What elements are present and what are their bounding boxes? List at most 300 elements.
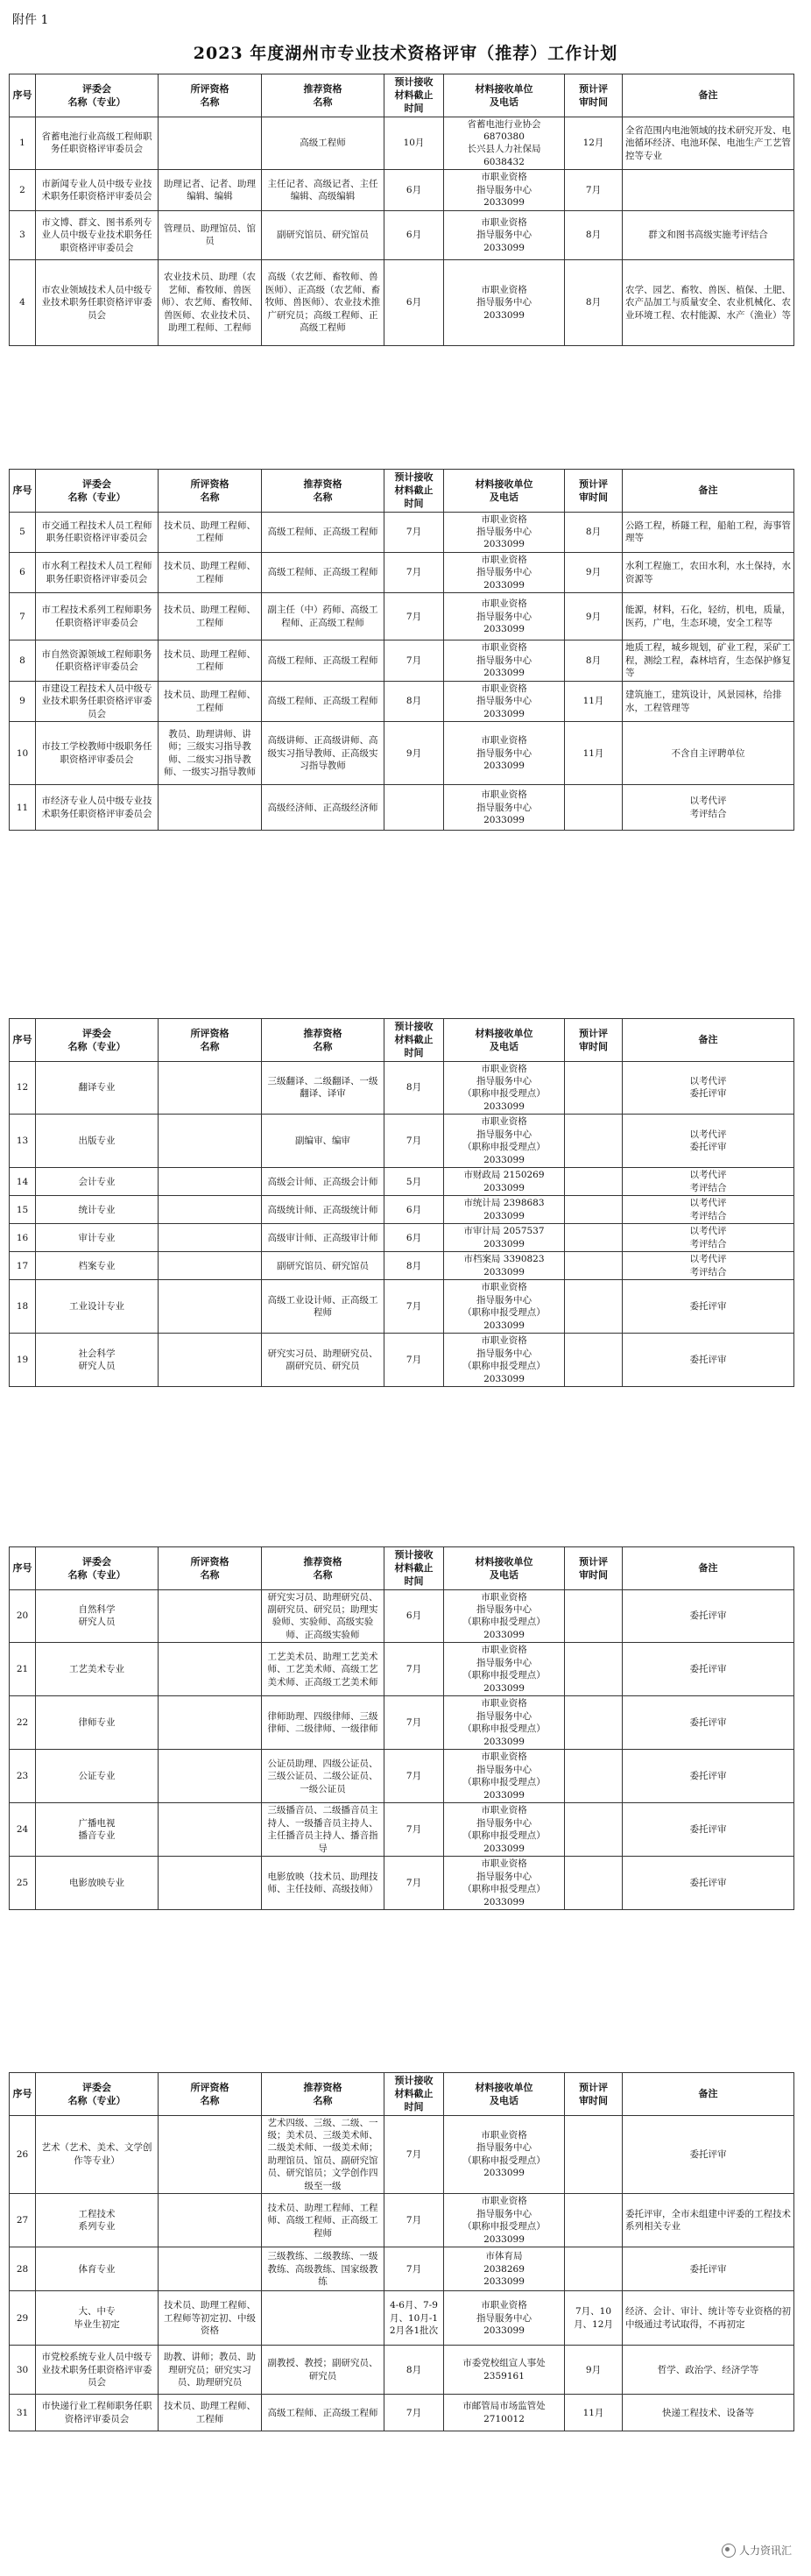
column-header: 预计评 审时间 bbox=[565, 1547, 623, 1590]
column-header: 所评资格 名称 bbox=[159, 470, 262, 513]
column-header: 所评资格 名称 bbox=[159, 2073, 262, 2116]
table-row bbox=[10, 2115, 794, 2194]
table-cell: 律师助理、四级律师、三级律师、二级律师、一级律师 bbox=[262, 1696, 384, 1750]
table-cell: 7月 bbox=[384, 1280, 444, 1334]
table-cell: 市工程技术系列工程师职务任职资格评审委员会 bbox=[36, 593, 159, 640]
table-cell: 农学、园艺、畜牧、兽医、植保、土肥、农产品加工与质量安全、农业机械化、农业环境工程、农村能源、水产（渔业）等 bbox=[623, 259, 794, 345]
table-cell: 市农业领域技术人员中级专业技术职务任职资格评审委员会 bbox=[36, 259, 159, 345]
table-cell: 25 bbox=[10, 1857, 36, 1910]
column-header: 预计评 审时间 bbox=[565, 74, 623, 117]
page-title: 2023 年度湖州市专业技术资格评审（推荐）工作计划 bbox=[193, 44, 618, 63]
table-cell: 高级经济师、正高级经济师 bbox=[262, 785, 384, 831]
table-cell bbox=[565, 1589, 623, 1643]
table-cell: 研究实习员、助理研究员、副研究员、研究员 bbox=[262, 1334, 384, 1387]
table-cell: 委托评审 bbox=[623, 1280, 794, 1334]
table-cell: 高级工业设计师、正高级工程师 bbox=[262, 1280, 384, 1334]
table-cell: 三级教练、二级教练、一级教练、高级教练、国家级教练 bbox=[262, 2247, 384, 2291]
table-cell: 电影放映专业 bbox=[36, 1857, 159, 1910]
table-cell: 哲学、政治学、经济学等 bbox=[623, 2346, 794, 2395]
table-cell: 市经济专业人员中级专业技术职务任职资格评审委员会 bbox=[36, 785, 159, 831]
table-cell: 7月 bbox=[384, 640, 444, 681]
table-cell: 4-6月、7-9月、10月-12月各1批次 bbox=[384, 2291, 444, 2346]
table-cell bbox=[159, 1750, 262, 1803]
table-cell: 高级会计师、正高级会计师 bbox=[262, 1168, 384, 1196]
column-header: 预计评 审时间 bbox=[565, 2073, 623, 2116]
table-cell bbox=[565, 1252, 623, 1280]
table-cell: 8月 bbox=[565, 210, 623, 259]
plan-table-segment bbox=[9, 469, 794, 831]
table-cell: 19 bbox=[10, 1334, 36, 1387]
table-cell: 体育专业 bbox=[36, 2247, 159, 2291]
table-cell: 市自然资源领域工程师职务任职资格评审委员会 bbox=[36, 640, 159, 681]
column-header: 推荐资格 名称 bbox=[262, 2073, 384, 2116]
table-cell: 经济、会计、审计、统计等专业资格的初中级通过考试取得，不再初定 bbox=[623, 2291, 794, 2346]
table-cell bbox=[565, 1857, 623, 1910]
table-cell bbox=[565, 2194, 623, 2247]
table-cell: 16 bbox=[10, 1224, 36, 1252]
table-cell: 9月 bbox=[565, 593, 623, 640]
table-cell: 市职业资格 指导服务中心 2033099 bbox=[444, 2291, 565, 2346]
table-cell: 13 bbox=[10, 1115, 36, 1168]
table-cell: 市委党校组宣人事处 2359161 bbox=[444, 2346, 565, 2395]
table-cell: 5月 bbox=[384, 1168, 444, 1196]
table-cell: 高级（农艺师、畜牧师、兽医师）、正高级（农艺师、畜牧师、兽医师）、农业技术推广研究员；高级工程师、正高级工程师 bbox=[262, 259, 384, 345]
column-header: 预计接收 材料截止 时间 bbox=[384, 1547, 444, 1590]
table-cell: 助教、讲师；教员、助理研究员；研究实习员、助理研究员 bbox=[159, 2346, 262, 2395]
table-cell: 艺术（艺术、美术、文学创作等专业） bbox=[36, 2115, 159, 2194]
table-cell: 翻译专业 bbox=[36, 1061, 159, 1115]
wechat-icon bbox=[722, 2544, 736, 2558]
table-cell: 7月 bbox=[384, 1643, 444, 1696]
table-header-row bbox=[10, 74, 794, 117]
table-cell: 市职业资格 指导服务中心 2033099 bbox=[444, 640, 565, 681]
table-cell: 以考代评 考评结合 bbox=[623, 1252, 794, 1280]
table-row bbox=[10, 2194, 794, 2247]
table-cell: 市职业资格 指导服务中心 （职称申报受理点） 2033099 bbox=[444, 1589, 565, 1643]
table-row bbox=[10, 259, 794, 345]
column-header: 评委会 名称（专业） bbox=[36, 1019, 159, 1062]
table-cell: 三级播音员、二级播音员主持人、一级播音员主持人、主任播音员主持人、播音指导 bbox=[262, 1803, 384, 1857]
table-cell bbox=[565, 2115, 623, 2194]
table-cell: 8月 bbox=[384, 681, 444, 721]
table-cell: 市职业资格 指导服务中心 2033099 bbox=[444, 552, 565, 592]
column-header: 备注 bbox=[623, 2073, 794, 2116]
table-cell: 高级工程师、正高级工程师 bbox=[262, 2395, 384, 2431]
column-header: 备注 bbox=[623, 470, 794, 513]
annex-label: 附件 1 bbox=[12, 13, 49, 27]
watermark-text: 人力资讯汇 bbox=[738, 2544, 792, 2557]
table-row bbox=[10, 722, 794, 785]
table-cell: 12 bbox=[10, 1061, 36, 1115]
table-cell: 市技工学校教师中级职务任职资格评审委员会 bbox=[36, 722, 159, 785]
column-header: 所评资格 名称 bbox=[159, 74, 262, 117]
table-cell: 7月 bbox=[384, 2395, 444, 2431]
table-cell: 副教授、教授；副研究员、研究员 bbox=[262, 2346, 384, 2395]
column-header: 所评资格 名称 bbox=[159, 1547, 262, 1590]
column-header: 材料接收单位 及电话 bbox=[444, 1547, 565, 1590]
table-cell: 9月 bbox=[565, 552, 623, 592]
table-cell: 教员、助理讲师、讲师；三级实习指导教师、二级实习指导教师、一级实习指导教师 bbox=[159, 722, 262, 785]
table-cell: 三级翻译、二级翻译、一级翻译、译审 bbox=[262, 1061, 384, 1115]
table-cell: 公证员助理、四级公证员、三级公证员、二级公证员、一级公证员 bbox=[262, 1750, 384, 1803]
table-cell: 不含自主评聘单位 bbox=[623, 722, 794, 785]
table-cell: 出版专业 bbox=[36, 1115, 159, 1168]
table-cell: 7 bbox=[10, 593, 36, 640]
column-header: 材料接收单位 及电话 bbox=[444, 1019, 565, 1062]
table-cell: 研究实习员、助理研究员、副研究员、研究员；助理实验师、实验师、高级实验师、正高级实验师 bbox=[262, 1589, 384, 1643]
table-cell: 以考代评 委托评审 bbox=[623, 1115, 794, 1168]
table-cell: 自然科学 研究人员 bbox=[36, 1589, 159, 1643]
table-cell bbox=[159, 1280, 262, 1334]
table-row bbox=[10, 681, 794, 721]
table-cell: 6月 bbox=[384, 1224, 444, 1252]
table-cell: 高级统计师、正高级统计师 bbox=[262, 1196, 384, 1224]
table-cell: 委托评审 bbox=[623, 1589, 794, 1643]
table-cell bbox=[565, 1643, 623, 1696]
table-cell: 市体育局 2038269 2033099 bbox=[444, 2247, 565, 2291]
table-cell: 7月 bbox=[384, 593, 444, 640]
column-header: 序号 bbox=[10, 470, 36, 513]
table-cell: 6月 bbox=[384, 259, 444, 345]
table-cell: 技术员、助理工程师、工程师 bbox=[159, 552, 262, 592]
watermark bbox=[722, 2543, 792, 2558]
table-cell: 技术员、助理工程师、工程师等初定初、中级资格 bbox=[159, 2291, 262, 2346]
table-cell bbox=[159, 2115, 262, 2194]
table-row bbox=[10, 170, 794, 210]
table-cell: 市邮管局市场监管处 2710012 bbox=[444, 2395, 565, 2431]
table-cell bbox=[565, 1061, 623, 1115]
table-cell: 公路工程，桥隧工程，船舶工程，海事管理等 bbox=[623, 512, 794, 552]
table-cell: 市交通工程技术人员工程师职务任职资格评审委员会 bbox=[36, 512, 159, 552]
column-header: 序号 bbox=[10, 2073, 36, 2116]
table-row bbox=[10, 1696, 794, 1750]
table-cell: 7月 bbox=[384, 1857, 444, 1910]
table-cell: 律师专业 bbox=[36, 1696, 159, 1750]
table-cell: 市职业资格 指导服务中心 2033099 bbox=[444, 593, 565, 640]
table-cell: 副研究馆员、研究馆员 bbox=[262, 1252, 384, 1280]
table-row bbox=[10, 1252, 794, 1280]
table-cell: 8月 bbox=[384, 1061, 444, 1115]
table-cell: 委托评审 bbox=[623, 2115, 794, 2194]
table-cell: 电影放映（技术员、助理技师、主任技师、高级技师） bbox=[262, 1857, 384, 1910]
table-cell bbox=[159, 1196, 262, 1224]
table-cell: 群文和图书高级实施考评结合 bbox=[623, 210, 794, 259]
table-cell bbox=[159, 1696, 262, 1750]
table-cell: 7月 bbox=[384, 1115, 444, 1168]
column-header: 预计评 审时间 bbox=[565, 470, 623, 513]
table-cell: 26 bbox=[10, 2115, 36, 2194]
table-cell: 市职业资格 指导服务中心 （职称申报受理点） 2033099 bbox=[444, 1061, 565, 1115]
table-cell: 市审计局 2057537 2033099 bbox=[444, 1224, 565, 1252]
table-header-row bbox=[10, 2073, 794, 2116]
table-cell bbox=[159, 785, 262, 831]
table-cell bbox=[159, 117, 262, 170]
table-row bbox=[10, 2291, 794, 2346]
table-cell: 助理记者、记者、助理编辑、编辑 bbox=[159, 170, 262, 210]
table-cell: 7月 bbox=[384, 1334, 444, 1387]
table-row bbox=[10, 1280, 794, 1334]
table-cell bbox=[565, 1803, 623, 1857]
table-row bbox=[10, 1750, 794, 1803]
table-cell: 高级讲师、正高级讲师、高级实习指导教师、正高级实习指导教师 bbox=[262, 722, 384, 785]
table-cell: 以考代评 考评结合 bbox=[623, 1196, 794, 1224]
table-cell: 市职业资格 指导服务中心 2033099 bbox=[444, 259, 565, 345]
table-cell: 8月 bbox=[384, 1252, 444, 1280]
table-cell: 市职业资格 指导服务中心 （职称申报受理点） 2033099 bbox=[444, 1803, 565, 1857]
table-cell: 副编审、编审 bbox=[262, 1115, 384, 1168]
table-cell: 市职业资格 指导服务中心 （职称申报受理点） 2033099 bbox=[444, 1750, 565, 1803]
table-cell: 能源，材料，石化，轻纺，机电，质量，医药，广电，生态环境，安全工程等 bbox=[623, 593, 794, 640]
table-cell bbox=[623, 170, 794, 210]
table-cell bbox=[262, 2291, 384, 2346]
table-cell: 委托评审 bbox=[623, 2247, 794, 2291]
table-cell: 29 bbox=[10, 2291, 36, 2346]
table-cell: 以考代评 考评结合 bbox=[623, 1224, 794, 1252]
table-cell: 市职业资格 指导服务中心 2033099 bbox=[444, 512, 565, 552]
table-cell bbox=[565, 1750, 623, 1803]
table-cell: 市财政局 2150269 2033099 bbox=[444, 1168, 565, 1196]
table-cell bbox=[565, 1115, 623, 1168]
table-cell: 市职业资格 指导服务中心 2033099 bbox=[444, 210, 565, 259]
table-cell: 市档案局 3390823 2033099 bbox=[444, 1252, 565, 1280]
table-cell bbox=[159, 1252, 262, 1280]
table-cell: 统计专业 bbox=[36, 1196, 159, 1224]
table-cell: 快递工程技术、设备等 bbox=[623, 2395, 794, 2431]
table-cell: 10 bbox=[10, 722, 36, 785]
table-cell: 会计专业 bbox=[36, 1168, 159, 1196]
table-cell: 委托评审 bbox=[623, 1696, 794, 1750]
table-cell: 技术员、助理工程师、工程师 bbox=[159, 2395, 262, 2431]
table-cell: 高级工程师、正高级工程师 bbox=[262, 640, 384, 681]
table-cell: 地质工程，城乡规划，矿业工程，采矿工程，测绘工程，森林培育，生态保护修复等 bbox=[623, 640, 794, 681]
table-header-row bbox=[10, 1019, 794, 1062]
table-cell bbox=[565, 1334, 623, 1387]
table-cell: 委托评审 bbox=[623, 1643, 794, 1696]
table-cell: 8月 bbox=[565, 512, 623, 552]
table-cell bbox=[159, 2194, 262, 2247]
table-cell: 技术员、助理工程师、工程师 bbox=[159, 593, 262, 640]
table-cell: 22 bbox=[10, 1696, 36, 1750]
table-row bbox=[10, 1224, 794, 1252]
table-cell: 7月 bbox=[384, 2115, 444, 2194]
table-cell: 1 bbox=[10, 117, 36, 170]
table-cell: 6月 bbox=[384, 1589, 444, 1643]
table-row bbox=[10, 2247, 794, 2291]
table-cell: 工程技术 系列专业 bbox=[36, 2194, 159, 2247]
table-row bbox=[10, 2395, 794, 2431]
table-cell: 23 bbox=[10, 1750, 36, 1803]
table-cell: 公证专业 bbox=[36, 1750, 159, 1803]
table-cell bbox=[565, 785, 623, 831]
table-cell: 副主任（中）药师、高级工程师、正高级工程师 bbox=[262, 593, 384, 640]
column-header: 材料接收单位 及电话 bbox=[444, 74, 565, 117]
table-cell: 市职业资格 指导服务中心 （职称申报受理点） 2033099 bbox=[444, 1334, 565, 1387]
table-cell bbox=[159, 1061, 262, 1115]
table-cell: 2 bbox=[10, 170, 36, 210]
table-cell: 艺术四级、三级、二级、一级；美术员、三级美术师、二级美术师、一级美术师；助理馆员、馆员、副研究馆员、研究馆员；文学创作四级至一级 bbox=[262, 2115, 384, 2194]
plan-table-segment bbox=[9, 1018, 794, 1387]
column-header: 评委会 名称（专业） bbox=[36, 2073, 159, 2116]
column-header: 所评资格 名称 bbox=[159, 1019, 262, 1062]
column-header: 预计接收 材料截止 时间 bbox=[384, 74, 444, 117]
table-cell: 委托评审 bbox=[623, 1750, 794, 1803]
table-cell: 工艺美术员、助理工艺美术师、工艺美术师、高级工艺美术师、正高级工艺美术师 bbox=[262, 1643, 384, 1696]
column-header: 推荐资格 名称 bbox=[262, 1019, 384, 1062]
table-cell: 农业技术员、助理（农艺师、畜牧师、兽医师）、农艺师、畜牧师、兽医师、农业技术员、助理工程师、工程师 bbox=[159, 259, 262, 345]
table-cell: 全省范围内电池领域的技术研究开发、电池循环经济、电池环保、电池生产工艺管控等专业 bbox=[623, 117, 794, 170]
table-row bbox=[10, 1168, 794, 1196]
column-header: 序号 bbox=[10, 74, 36, 117]
column-header: 评委会 名称（专业） bbox=[36, 1547, 159, 1590]
table-row bbox=[10, 552, 794, 592]
column-header: 备注 bbox=[623, 1547, 794, 1590]
table-cell bbox=[159, 1334, 262, 1387]
table-cell: 以考代评 考评结合 bbox=[623, 1168, 794, 1196]
table-cell: 市快递行业工程师职务任职资格评审委员会 bbox=[36, 2395, 159, 2431]
table-cell: 11 bbox=[10, 785, 36, 831]
table-cell bbox=[565, 1168, 623, 1196]
table-cell: 7月 bbox=[384, 1750, 444, 1803]
table-cell: 6月 bbox=[384, 170, 444, 210]
table-cell: 以考代评 委托评审 bbox=[623, 1061, 794, 1115]
table-cell: 7月 bbox=[384, 2247, 444, 2291]
table-cell bbox=[565, 1696, 623, 1750]
plan-table-segment bbox=[9, 1546, 794, 1910]
table-cell: 广播电视 播音专业 bbox=[36, 1803, 159, 1857]
table-cell: 12月 bbox=[565, 117, 623, 170]
table-cell: 7月 bbox=[384, 512, 444, 552]
column-header: 序号 bbox=[10, 1547, 36, 1590]
table-cell bbox=[159, 1589, 262, 1643]
table-cell: 8 bbox=[10, 640, 36, 681]
table-cell: 副研究馆员、研究馆员 bbox=[262, 210, 384, 259]
table-cell: 11月 bbox=[565, 722, 623, 785]
table-header-row bbox=[10, 1547, 794, 1590]
table-cell: 省蓄电池行业高级工程师职务任职资格评审委员会 bbox=[36, 117, 159, 170]
table-cell: 7月 bbox=[384, 552, 444, 592]
table-cell: 6月 bbox=[384, 1196, 444, 1224]
table-cell: 市职业资格 指导服务中心 （职称申报受理点） 2033099 bbox=[444, 1696, 565, 1750]
column-header: 备注 bbox=[623, 1019, 794, 1062]
column-header: 预计评 审时间 bbox=[565, 1019, 623, 1062]
table-cell bbox=[565, 1280, 623, 1334]
table-cell: 市职业资格 指导服务中心 2033099 bbox=[444, 785, 565, 831]
table-cell: 工业设计专业 bbox=[36, 1280, 159, 1334]
plan-table-segment bbox=[9, 74, 794, 346]
table-cell: 社会科学 研究人员 bbox=[36, 1334, 159, 1387]
table-cell: 技术员、助理工程师、工程师 bbox=[159, 640, 262, 681]
table-cell: 高级审计师、正高级审计师 bbox=[262, 1224, 384, 1252]
column-header: 评委会 名称（专业） bbox=[36, 470, 159, 513]
table-cell: 委托评审 bbox=[623, 1803, 794, 1857]
table-cell: 7月 bbox=[565, 170, 623, 210]
table-cell: 17 bbox=[10, 1252, 36, 1280]
table-cell: 技术员、助理工程师、工程师、高级工程师、正高级工程师 bbox=[262, 2194, 384, 2247]
table-cell: 市职业资格 指导服务中心 （职称申报受理点） 2033099 bbox=[444, 2194, 565, 2247]
table-cell: 3 bbox=[10, 210, 36, 259]
table-cell: 5 bbox=[10, 512, 36, 552]
table-cell: 市职业资格 指导服务中心 2033099 bbox=[444, 170, 565, 210]
table-cell: 7月 bbox=[384, 1696, 444, 1750]
table-cell: 主任记者、高级记者、主任编辑、高级编辑 bbox=[262, 170, 384, 210]
table-cell: 9 bbox=[10, 681, 36, 721]
table-cell: 9月 bbox=[384, 722, 444, 785]
column-header: 材料接收单位 及电话 bbox=[444, 2073, 565, 2116]
table-row bbox=[10, 1196, 794, 1224]
table-cell: 高级工程师 bbox=[262, 117, 384, 170]
table-cell: 15 bbox=[10, 1196, 36, 1224]
table-row bbox=[10, 1803, 794, 1857]
table-cell bbox=[159, 1643, 262, 1696]
table-row bbox=[10, 640, 794, 681]
table-cell: 20 bbox=[10, 1589, 36, 1643]
table-cell: 市职业资格 指导服务中心 （职称申报受理点） 2033099 bbox=[444, 1857, 565, 1910]
table-cell: 省蓄电池行业协会 6870380 长兴县人力社保局 6038432 bbox=[444, 117, 565, 170]
column-header: 材料接收单位 及电话 bbox=[444, 470, 565, 513]
table-cell: 市统计局 2398683 2033099 bbox=[444, 1196, 565, 1224]
table-row bbox=[10, 1643, 794, 1696]
table-cell bbox=[565, 2247, 623, 2291]
table-cell: 市党校系统专业人员中级专业技术职务任职资格评审委员会 bbox=[36, 2346, 159, 2395]
table-cell: 11月 bbox=[565, 2395, 623, 2431]
table-row bbox=[10, 1334, 794, 1387]
table-cell: 水利工程施工，农田水利，水土保持，水资源等 bbox=[623, 552, 794, 592]
table-cell bbox=[159, 1857, 262, 1910]
table-cell: 6月 bbox=[384, 210, 444, 259]
table-cell: 技术员、助理工程师、工程师 bbox=[159, 681, 262, 721]
table-cell: 8月 bbox=[565, 259, 623, 345]
table-cell: 审计专业 bbox=[36, 1224, 159, 1252]
table-cell: 11月 bbox=[565, 681, 623, 721]
table-cell: 7月 bbox=[384, 1803, 444, 1857]
table-cell: 委托评审 bbox=[623, 1334, 794, 1387]
table-cell: 以考代评 考评结合 bbox=[623, 785, 794, 831]
table-cell: 大、中专 毕业生初定 bbox=[36, 2291, 159, 2346]
column-header: 预计接收 材料截止 时间 bbox=[384, 1019, 444, 1062]
table-cell: 27 bbox=[10, 2194, 36, 2247]
table-cell bbox=[159, 1803, 262, 1857]
table-cell: 市职业资格 指导服务中心 （职称申报受理点） 2033099 bbox=[444, 1643, 565, 1696]
table-cell: 8月 bbox=[565, 640, 623, 681]
table-cell: 委托评审 bbox=[623, 1857, 794, 1910]
table-cell: 管理员、助理馆员、馆员 bbox=[159, 210, 262, 259]
table-cell bbox=[159, 1224, 262, 1252]
table-cell: 8月 bbox=[384, 2346, 444, 2395]
table-cell: 24 bbox=[10, 1803, 36, 1857]
table-row bbox=[10, 1061, 794, 1115]
table-cell: 市建设工程技术人员中级专业技术职务任职资格评审委员会 bbox=[36, 681, 159, 721]
table-cell: 档案专业 bbox=[36, 1252, 159, 1280]
table-row bbox=[10, 1115, 794, 1168]
table-row bbox=[10, 785, 794, 831]
table-cell: 高级工程师、正高级工程师 bbox=[262, 552, 384, 592]
table-row bbox=[10, 512, 794, 552]
table-cell: 市职业资格 指导服务中心 2033099 bbox=[444, 681, 565, 721]
table-cell bbox=[159, 1115, 262, 1168]
column-header: 推荐资格 名称 bbox=[262, 74, 384, 117]
table-cell: 市职业资格 指导服务中心 2033099 bbox=[444, 722, 565, 785]
table-cell: 7月、10月、12月 bbox=[565, 2291, 623, 2346]
plan-table-segment bbox=[9, 2072, 794, 2431]
table-cell: 30 bbox=[10, 2346, 36, 2395]
table-cell: 14 bbox=[10, 1168, 36, 1196]
table-cell: 委托评审，全市未组建中评委的工程技术系列相关专业 bbox=[623, 2194, 794, 2247]
table-row bbox=[10, 593, 794, 640]
column-header: 序号 bbox=[10, 1019, 36, 1062]
column-header: 评委会 名称（专业） bbox=[36, 74, 159, 117]
table-row bbox=[10, 117, 794, 170]
table-cell: 市职业资格 指导服务中心 （职称申报受理点） 2033099 bbox=[444, 1115, 565, 1168]
